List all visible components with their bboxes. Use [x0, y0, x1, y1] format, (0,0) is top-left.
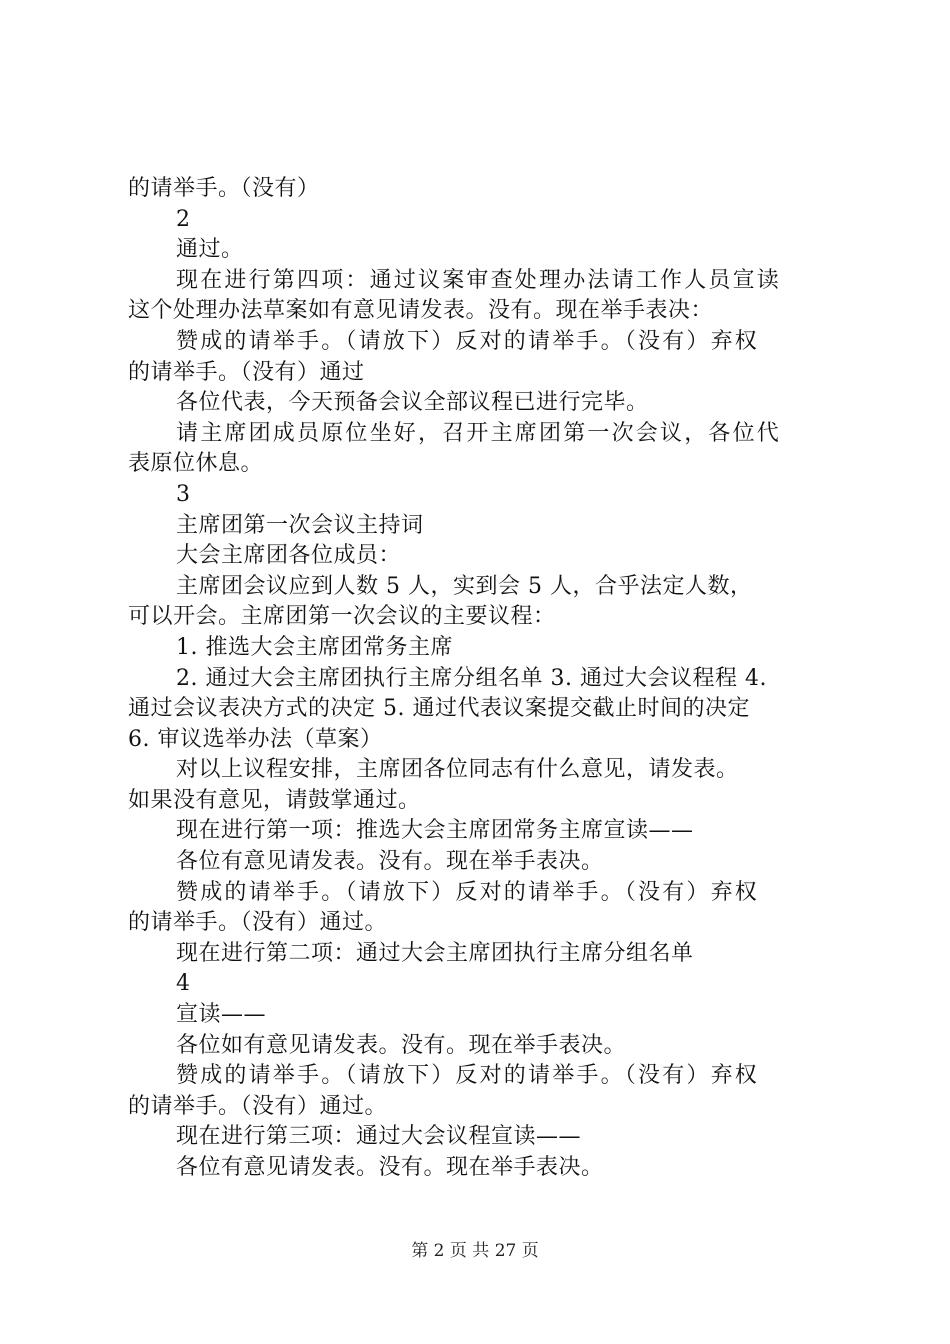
text-line: 3 [176, 481, 191, 507]
text-line: 的请举手。（没有）通过 [128, 359, 365, 385]
text-line: 现在进行第四项：通过议案审查处理办法请工作人员宣读 [176, 267, 782, 293]
text-line: 对以上议程安排，主席团各位同志有什么意见，请发表。 [176, 757, 739, 783]
text-line: 现在进行第三项：通过大会议程宣读—— [176, 1124, 582, 1150]
text-line: 这个处理办法草案如有意见请发表。没有。现在举手表决： [128, 298, 714, 324]
text-line: 主席团会议应到人数 5 人，实到会 5 人，合乎法定人数， [176, 573, 753, 599]
text-line: 2. 通过大会主席团执行主席分组名单 3. 通过大会议程程 4. [176, 665, 767, 691]
text-line: 如果没有意见，请鼓掌通过。 [128, 787, 421, 813]
text-line: 1. 推选大会主席团常务主席 [176, 634, 453, 660]
text-line: 请主席团成员原位坐好，召开主席团第一次会议，各位代 [176, 420, 782, 446]
text-line: 现在进行第一项：推选大会主席团常务主席宣读—— [176, 818, 694, 844]
text-line: 的请举手。（没有）通过。 [128, 1093, 388, 1119]
text-line: 的请举手。（没有） [128, 176, 320, 201]
text-line: 表原位休息。 [128, 451, 264, 477]
text-line: 6. 审议选举办法（草案） [128, 726, 383, 752]
text-line: 各位如有意见请发表。没有。现在举手表决。 [176, 1032, 627, 1058]
text-line: 通过会议表决方式的决定 5. 通过代表议案提交截止时间的决定 [128, 696, 750, 722]
text-line: 的请举手。（没有）通过。 [128, 910, 388, 936]
text-line: 各位有意见请发表。没有。现在举手表决。 [176, 1155, 604, 1180]
text-line: 宣读—— [176, 1002, 267, 1028]
text-line: 赞成的请举手。（请放下）反对的请举手。（没有）弃权 [176, 879, 760, 905]
text-line: 各位有意见请发表。没有。现在举手表决。 [176, 849, 604, 875]
text-line: 现在进行第二项：通过大会主席团执行主席分组名单 [176, 940, 694, 966]
document-body [128, 174, 833, 1184]
text-line: 4 [176, 971, 191, 997]
text-line: 赞成的请举手。（请放下）反对的请举手。（没有）弃权 [176, 328, 760, 354]
text-line: 赞成的请举手。（请放下）反对的请举手。（没有）弃权 [176, 1063, 760, 1089]
text-line: 大会主席团各位成员： [176, 543, 402, 569]
page-footer: 第 2 页 共 27 页 [411, 1241, 539, 1261]
text-line: 2 [176, 206, 191, 232]
text-line: 主席团第一次会议主持词 [176, 512, 424, 538]
text-line: 可以开会。主席团第一次会议的主要议程： [128, 604, 556, 630]
text-line: 通过。 [176, 237, 244, 263]
text-line: 各位代表，今天预备会议全部议程已进行完毕。 [176, 390, 649, 416]
